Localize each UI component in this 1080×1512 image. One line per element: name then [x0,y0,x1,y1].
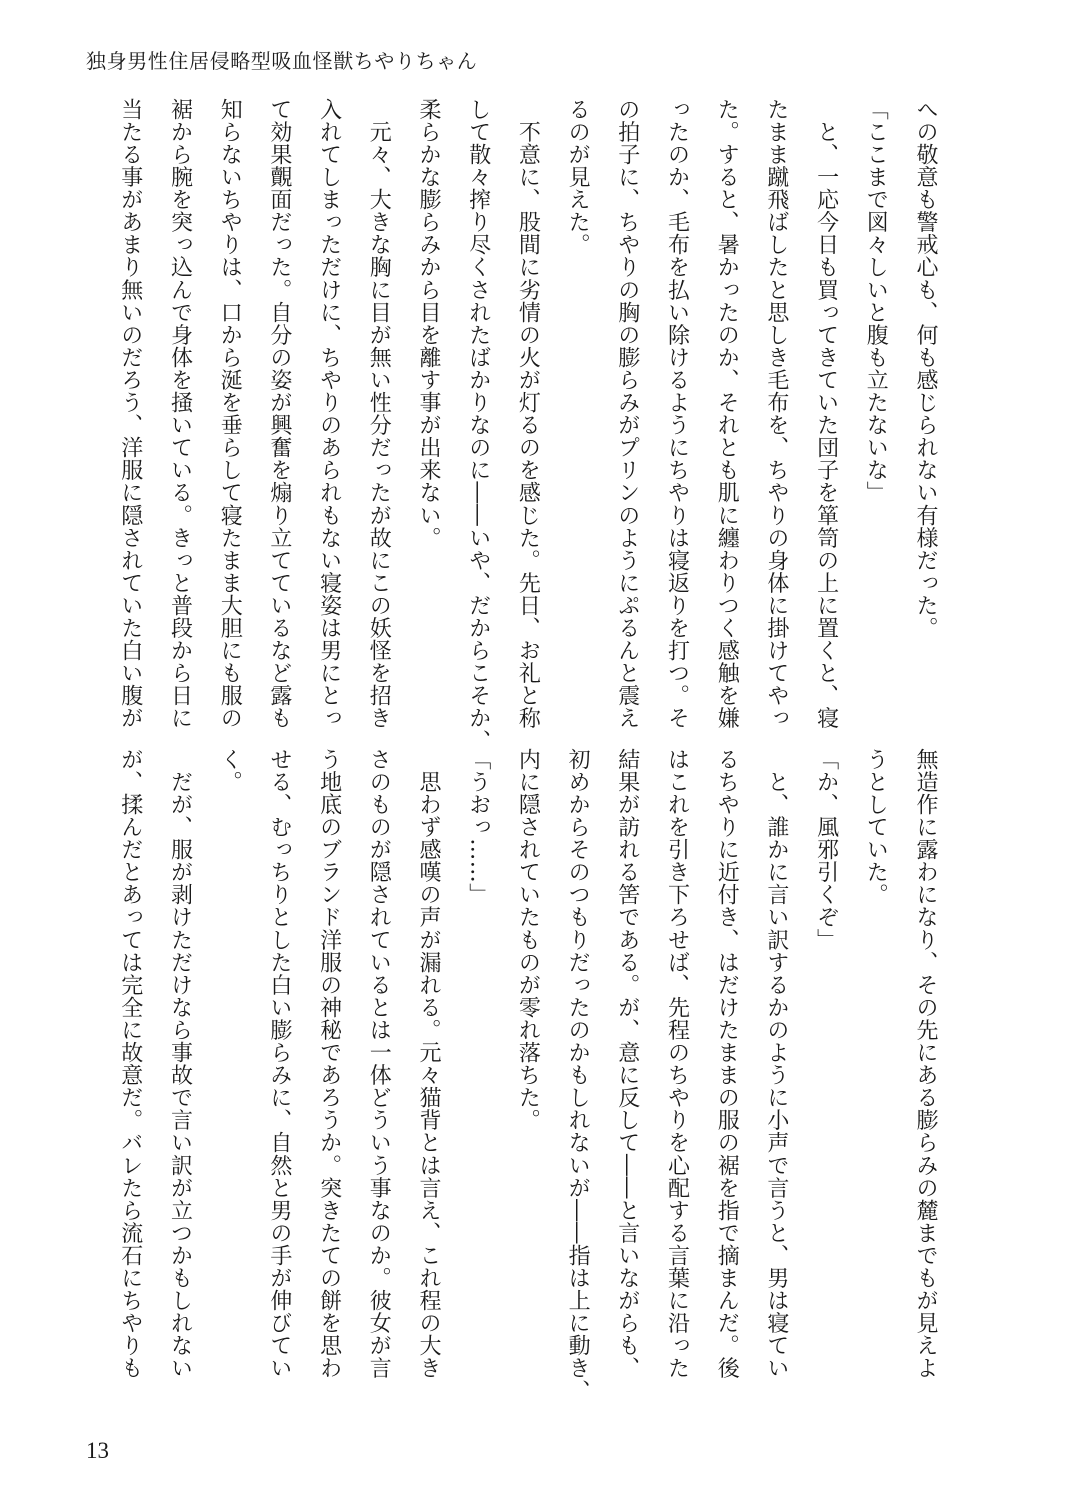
text-column: 裾から腕を突っ込んで身体を掻いている。きっと普段から日に [167,98,193,730]
text-column: が、揉んだとあっては完全に故意だ。バレたら流石にちやりも [117,748,143,1380]
text-column: 結果が訪れる筈である。が、意に反して――と言いながらも、 [614,748,640,1380]
text-column: 内に隠されていたものが零れ落ちた。 [515,748,541,1132]
text-column: ったのか、毛布を払い除けるようにちやりは寝返りを打つ。そ [664,98,690,730]
text-column: だが、服が剥けただけなら事故で言い訳が立つかもしれない [167,748,193,1380]
text-column: 「ここまで図々しいと腹も立たないな」 [863,98,889,504]
text-column: 「か、風邪引くぞ」 [813,748,839,951]
text-column: るちやりに近付き、はだけたままの服の裾を指で摘まんだ。後 [714,748,740,1380]
text-column: 無造作に露わになり、その先にある膨らみの麓までもが見えよ [913,748,938,1380]
text-column: う地底のブランド洋服の神秘であろうか。突きたての餅を思わ [316,748,342,1380]
text-column: うとしていた。 [863,748,889,906]
text-column: 入れてしまっただけに、ちやりのあられもない寝姿は男にとっ [316,98,342,730]
text-column: 柔らかな膨らみから目を離す事が出来ない。 [416,98,441,549]
text-column: 初めからそのつもりだったのかもしれないが――指は上に動き、 [565,748,591,1402]
text-column: るのが見えた。 [565,98,591,256]
text-column: た。すると、暑かったのか、それとも肌に纏わりつく感触を嫌 [714,98,740,730]
text-column: 元々、大きな胸に目が無い性分だったが故にこの妖怪を招き [366,98,392,730]
text-column: への敬意も警戒心も、何も感じられない有様だった。 [913,98,938,640]
text-column: て効果覿面だった。自分の姿が興奮を煽り立てているなど露も [266,98,292,730]
text-column: 不意に、股間に劣情の火が灯るのを感じた。先日、お礼と称 [515,98,541,730]
text-column: 思わず感嘆の声が漏れる。元々猫背とは言え、これ程の大き [416,748,441,1380]
text-column: く。 [217,748,243,794]
text-column: と、一応今日も買ってきていた団子を箪笥の上に置くと、寝 [813,98,839,730]
text-column: 「うおっ……」 [465,748,491,906]
text-column: はこれを引き下ろせば、先程のちやりを心配する言葉に沿った [664,748,690,1380]
text-column: せる、むっちりとした白い膨らみに、自然と男の手が伸びてい [266,748,292,1380]
text-column: と、誰かに言い訳するかのように小声で言うと、男は寝てい [763,748,789,1380]
text-column: たまま蹴飛ばしたと思しき毛布を、ちやりの身体に掛けてやっ [763,98,789,730]
text-column: 知らないちやりは、口から涎を垂らして寝たまま大胆にも服の [217,98,243,730]
text-column: の拍子に、ちやりの胸の膨らみがプリンのようにぷるんと震え [614,98,640,730]
text-column: 当たる事があまり無いのだろう、洋服に隠されていた白い腹が [117,98,143,730]
page-number: 13 [86,1438,109,1463]
text-column: さのものが隠されているとは一体どういう事なのか。彼女が言 [366,748,392,1380]
running-header: 独身男性住居侵略型吸血怪獣ちやりちゃん [86,49,478,73]
text-column: して散々搾り尽くされたばかりなのに――いや、だからこそか、 [465,98,491,752]
